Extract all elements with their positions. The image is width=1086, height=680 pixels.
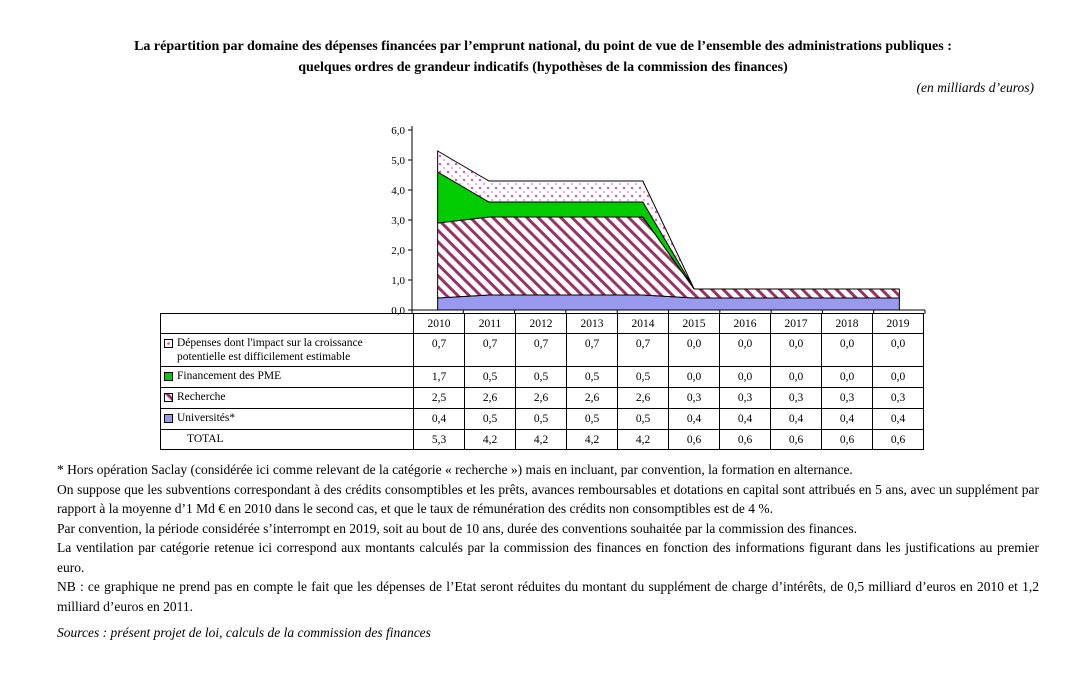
value-cell: 0,5	[567, 409, 618, 430]
y-axis-tick-label: 1,0	[391, 275, 405, 287]
value-cell: 4,2	[516, 430, 567, 450]
legend-swatch	[164, 390, 177, 406]
value-cell: 0,0	[771, 334, 822, 367]
table-row	[161, 409, 924, 430]
value-cell: 2,6	[465, 388, 516, 409]
value-cell: 2,6	[618, 388, 669, 409]
footnote-hypotheses: On suppose que les subventions correspondant à des crédits consomptibles et les prêts, avances remboursables et dotations en capital sont attribués en 5 ans, avec un supplément par rapport à la moyenne d’1 Md € en 2010 dans le second cas, et que le taux de rémunération des crédits non consomptibles est de 4 %.	[57, 481, 1039, 516]
value-cell: 0,6	[720, 430, 771, 450]
area-series	[438, 151, 900, 289]
year-header-cell: 2012	[516, 314, 567, 334]
value-cell: 0,6	[873, 430, 924, 450]
footnote-saclay: * Hors opération Saclay (considérée ici comme relevant de la catégorie « recherche ») mais en incluant, par convention, la formation en alternance.	[57, 462, 853, 477]
year-header-cell: 2013	[567, 314, 618, 334]
value-cell: 0,6	[771, 430, 822, 450]
value-cell: 0,6	[822, 430, 873, 450]
value-cell: 0,0	[822, 334, 873, 367]
page-title	[52, 36, 1034, 78]
value-cell: 0,4	[771, 409, 822, 430]
year-header-cell: 2014	[618, 314, 669, 334]
value-cell: 0,0	[771, 367, 822, 388]
year-header-cell: 2019	[873, 314, 924, 334]
row-label-text: Recherche	[177, 391, 226, 403]
value-cell: 4,2	[465, 430, 516, 450]
footnotes	[57, 460, 1039, 643]
y-axis-tick-label: 3,0	[391, 215, 405, 227]
value-cell: 0,6	[669, 430, 720, 450]
value-cell: 4,2	[567, 430, 618, 450]
footnote-nb: NB : ce graphique ne prend pas en compte le fait que les dépenses de l’Etat seront réduites du montant du supplément de charge d’intérêts, de 0,5 milliard d’euros en 2010 et 1,2 milliard d’euros en 2011.	[57, 579, 1039, 614]
value-cell: 0,0	[873, 367, 924, 388]
area-series	[438, 172, 900, 289]
value-cell: 0,3	[720, 388, 771, 409]
area-series	[438, 295, 900, 310]
table-row	[161, 367, 924, 388]
table-corner-cell	[161, 314, 414, 334]
value-cell: 0,5	[567, 367, 618, 388]
value-cell: 0,5	[465, 367, 516, 388]
year-header-cell: 2017	[771, 314, 822, 334]
year-header-cell: 2018	[822, 314, 873, 334]
year-header-cell: 2016	[720, 314, 771, 334]
chart-data-table	[160, 313, 924, 450]
area-series	[438, 217, 900, 298]
year-header-cell: 2010	[414, 314, 465, 334]
page-title-line1: La répartition par domaine des dépenses financées par l’emprunt national, du point de vue de l’ensemble des administrations publiques :	[134, 39, 952, 54]
value-cell: 0,3	[771, 388, 822, 409]
value-cell: 0,5	[618, 367, 669, 388]
value-cell: 0,4	[669, 409, 720, 430]
value-cell: 0,7	[465, 334, 516, 367]
table-row	[161, 388, 924, 409]
value-cell: 0,4	[414, 409, 465, 430]
units-note: (en milliards d’euros)	[916, 80, 1034, 95]
value-cell: 0,0	[669, 367, 720, 388]
value-cell: 2,6	[567, 388, 618, 409]
value-cell: 0,4	[873, 409, 924, 430]
green-swatch-icon	[164, 372, 173, 381]
year-header-row	[161, 314, 924, 334]
y-axis-tick-label: 5,0	[391, 155, 405, 167]
value-cell: 0,7	[414, 334, 465, 367]
row-label-cell: TOTAL	[161, 430, 414, 450]
value-cell: 0,3	[873, 388, 924, 409]
stacked-area-chart	[350, 122, 930, 318]
row-label-cell	[161, 367, 414, 388]
row-label-cell	[161, 409, 414, 430]
page-title-line2: quelques ordres de grandeur indicatifs (hypothèses de la commission des finances)	[298, 60, 788, 75]
y-axis-tick-label: 0,0	[391, 305, 405, 317]
value-cell: 0,3	[822, 388, 873, 409]
row-label-cell	[161, 388, 414, 409]
value-cell: 0,5	[465, 409, 516, 430]
legend-swatch	[164, 369, 177, 385]
value-cell: 0,0	[822, 367, 873, 388]
table-row	[161, 334, 924, 367]
value-cell: 0,4	[822, 409, 873, 430]
y-axis-tick-label: 6,0	[391, 125, 405, 137]
pink-dots-swatch-icon	[164, 339, 173, 348]
table-row	[161, 430, 924, 450]
y-axis-tick-label: 4,0	[391, 185, 405, 197]
year-header-cell: 2015	[669, 314, 720, 334]
value-cell: 0,0	[720, 367, 771, 388]
value-cell: 0,5	[516, 367, 567, 388]
value-cell: 5,3	[414, 430, 465, 450]
value-cell: 2,6	[516, 388, 567, 409]
row-label-text: Dépenses dont l'impact sur la croissance potentielle est difficilement estimable	[177, 337, 363, 363]
y-axis-tick-label: 2,0	[391, 245, 405, 257]
row-label-text: Universités*	[177, 412, 236, 424]
value-cell: 0,7	[516, 334, 567, 367]
row-label-text: Financement des PME	[177, 370, 282, 382]
footnote-periode: Par convention, la période considérée s’interrompt en 2019, soit au bout de 10 ans, durée des conventions souhaitée par la commission des finances.	[57, 520, 858, 536]
legend-swatch	[164, 411, 177, 427]
year-header-cell: 2011	[465, 314, 516, 334]
value-cell: 0,0	[720, 334, 771, 367]
value-cell: 0,7	[567, 334, 618, 367]
hatch-swatch-icon	[164, 393, 173, 402]
value-cell: 0,0	[669, 334, 720, 367]
value-cell: 0,3	[669, 388, 720, 409]
value-cell: 0,7	[618, 334, 669, 367]
legend-swatch	[164, 336, 177, 352]
value-cell: 0,5	[516, 409, 567, 430]
value-cell: 1,7	[414, 367, 465, 388]
lavender-swatch-icon	[164, 414, 173, 423]
value-cell: 0,5	[618, 409, 669, 430]
value-cell: 2,5	[414, 388, 465, 409]
sources-line: Sources : présent projet de loi, calculs de la commission des finances	[57, 625, 431, 640]
value-cell: 0,0	[873, 334, 924, 367]
footnote-ventilation: La ventilation par catégorie retenue ici correspond aux montants calculés par la commission des finances en fonction des informations figurant dans les justifications au premier euro.	[57, 540, 1039, 575]
value-cell: 4,2	[618, 430, 669, 450]
row-label-cell	[161, 334, 414, 367]
value-cell: 0,4	[720, 409, 771, 430]
